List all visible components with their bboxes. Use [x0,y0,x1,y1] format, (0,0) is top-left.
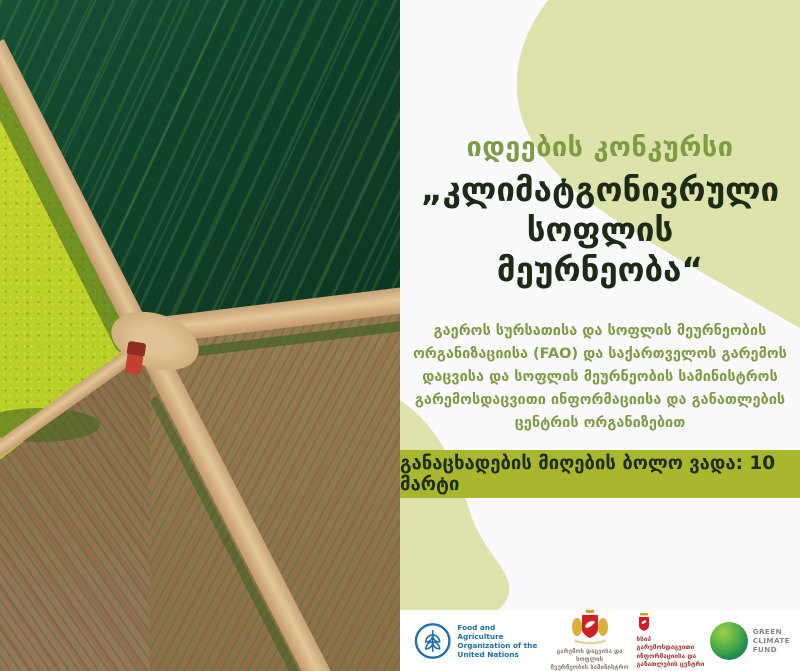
gcf-text-line: GREEN [752,627,782,636]
eiec-text-line: სსიპ გარემოსდაცვითი [636,634,695,651]
fao-emblem-icon [414,622,451,660]
title-line: მეურნეობა“ [496,250,704,289]
eiec-logo [636,613,709,669]
partner-logo-bar [400,610,800,671]
eiec-text-line: განათლების ცენტრი [636,660,705,668]
organizers-paragraph [400,320,800,435]
fao-logo-text [457,623,542,659]
gcf-text-line: FUND [752,645,778,654]
paragraph-line: გაეროს სურსათისა და სოფლის მეურნეობის [433,323,767,339]
paragraph-line: დაცვისა და სოფლის მეურნეობის სამინისტროს [422,369,778,385]
title-line: სოფლის [526,210,674,249]
fao-text-line: Organization of the [457,640,538,650]
gcf-logo-text [753,627,790,654]
georgia-coat-of-arms-icon [569,609,611,645]
deadline-banner [400,450,800,498]
gcf-logo [710,622,790,660]
info-panel [400,0,800,671]
paragraph-line: გარემოსდაცვითი ინფორმაციისა და განათლების [414,392,786,408]
paragraph-line: ორგანიზაციისა (FAO) და საქართველოს გარემოს [413,346,787,362]
ministry-logo-text [543,648,637,671]
tractor-body [125,354,144,375]
gcf-text-line: CLIMATE [752,636,790,645]
deadline-text: განაცხადების მიღების ბოლო ვადა: 10 მარტი [400,453,776,495]
eiec-text-line: ინფორმაციისა და [636,651,697,660]
eiec-emblem-icon [636,613,652,633]
fao-text-line: United Nations [457,649,519,659]
gcf-globe-icon [710,622,748,660]
ministry-logo [543,609,637,671]
contest-title: იდეების კონკურსი [466,132,734,163]
contest-subject-title [400,170,800,290]
paragraph-line: ცენტრის ორგანიზებით [514,415,686,431]
ministry-text-line: მეურნეობის სამინისტრო [550,664,629,671]
eiec-logo-text [636,635,709,669]
fao-text-line: Food and Agriculture [457,622,504,641]
ministry-text-line: გარემოს დაცვისა და სოფლის [556,648,623,663]
fao-logo [414,622,543,660]
title-line: „კლიმატგონივრული [420,170,780,209]
